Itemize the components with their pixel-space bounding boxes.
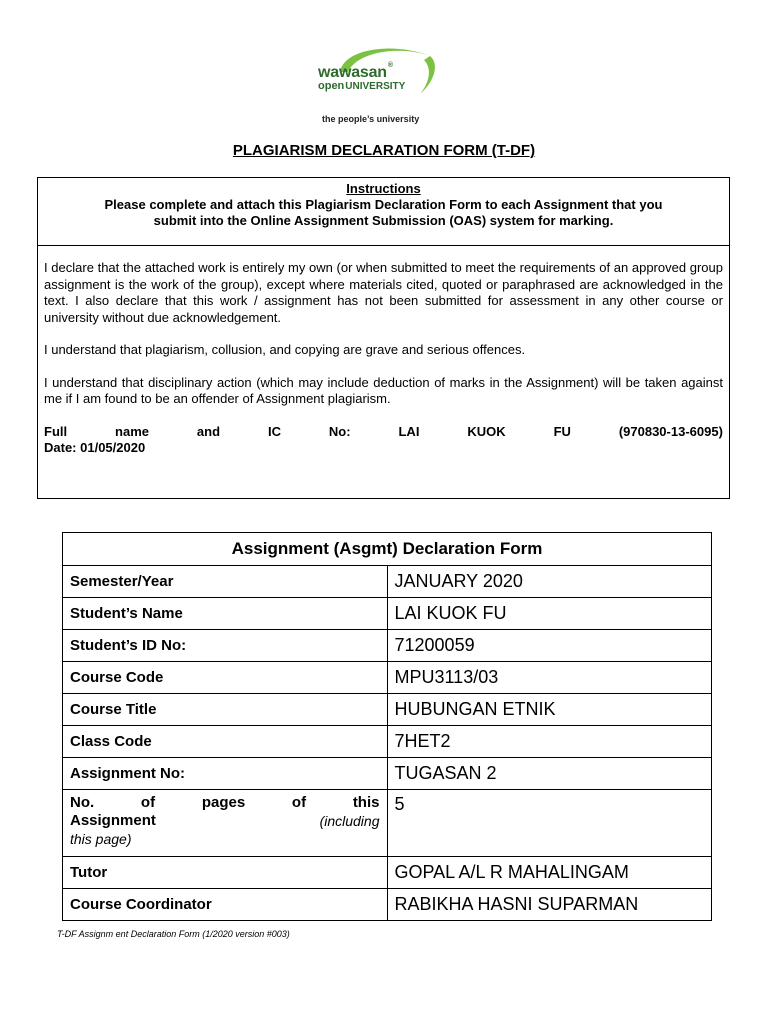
logo-open-university: openUNIVERSITY: [318, 80, 406, 92]
table-row: [63, 662, 712, 694]
fullname-word: Full: [44, 423, 68, 439]
table-row: [63, 758, 712, 790]
pages-label-word: pages: [201, 794, 246, 811]
instructions-line-2: submit into the Online Assignment Submission (OAS) system for marking.: [153, 213, 614, 228]
table-row: [63, 566, 712, 598]
tutor-label: Tutor: [63, 857, 388, 889]
declaration-paragraph-2: I understand that plagiarism, collusion, and copying are grave and serious offences.: [44, 342, 526, 357]
form-title: PLAGIARISM DECLARATION FORM (T-DF): [232, 142, 536, 159]
course-title-label: Course Title: [63, 694, 388, 726]
declaration-date: Date: 01/05/2020: [44, 440, 146, 455]
fullname-word: (970830-13-6095): [618, 423, 723, 439]
fullname-word: KUOK: [467, 423, 506, 439]
full-name-ic-line: [44, 424, 723, 441]
declaration-paragraph-1: I declare that the attached work is entirely my own (or when submitted to meet the requirements of an approved group assignment is the work of the group), except where materials cited, quoted or paraphrased are acknowledged in the text. I also declare that this work / assignment has not been submitted for assessment in any other course or university without due acknowledgement.: [44, 260, 723, 325]
student-id-label: Student’s ID No:: [63, 630, 388, 662]
pages-label-word: of: [140, 794, 156, 811]
pages-label: [63, 790, 388, 857]
assignment-no-label: Assignment No:: [63, 758, 388, 790]
course-code-label: Course Code: [63, 662, 388, 694]
university-logo: [312, 42, 452, 130]
student-name-label: Student’s Name: [63, 598, 388, 630]
fullname-word: IC: [267, 423, 281, 439]
instructions-heading: Instructions: [346, 181, 421, 196]
semester-label: Semester/Year: [63, 566, 388, 598]
declaration-paragraph-3: I understand that disciplinary action (which may include deduction of marks in the Assignment) will be taken against me if I am found to be an offender of Assignment plagiarism.: [44, 374, 723, 406]
pages-value: 5: [387, 790, 712, 857]
instructions-header: [38, 178, 729, 246]
table-row: [63, 857, 712, 889]
assignment-declaration-table: [62, 532, 712, 921]
pages-label-including: (including: [319, 813, 380, 829]
assignment-no-value: TUGASAN 2: [387, 758, 712, 790]
instructions-box: [37, 177, 730, 499]
class-code-label: Class Code: [63, 726, 388, 758]
logo-name: wawasan®: [318, 62, 393, 81]
class-code-value: 7HET2: [387, 726, 712, 758]
pages-label-this-page: this page): [70, 831, 132, 847]
student-name-value: LAI KUOK FU: [387, 598, 712, 630]
pages-label-assignment: Assignment: [70, 812, 156, 829]
table-row: [63, 694, 712, 726]
declaration-text: [38, 246, 729, 457]
semester-value: JANUARY 2020: [387, 566, 712, 598]
form-footer: T-DF Assignm ent Declaration Form (1/2020 version #003): [57, 929, 290, 939]
pages-label-word: this: [352, 794, 380, 811]
student-id-value: 71200059: [387, 630, 712, 662]
assignment-form-heading: Assignment (Asgmt) Declaration Form: [63, 533, 712, 566]
fullname-word: LAI: [398, 423, 420, 439]
course-code-value: MPU3113/03: [387, 662, 712, 694]
table-row: [63, 889, 712, 921]
fullname-word: FU: [553, 423, 571, 439]
coordinator-label: Course Coordinator: [63, 889, 388, 921]
course-title-value: HUBUNGAN ETNIK: [387, 694, 712, 726]
table-row: [63, 790, 712, 857]
fullname-word: name: [115, 423, 149, 439]
table-row: [63, 598, 712, 630]
table-row: [63, 630, 712, 662]
fullname-word: No:: [328, 423, 351, 439]
pages-label-word: No.: [70, 794, 95, 811]
pages-label-word: of: [291, 794, 307, 811]
instructions-line-1: Please complete and attach this Plagiarism Declaration Form to each Assignment that you: [104, 197, 663, 212]
tutor-value: GOPAL A/L R MAHALINGAM: [387, 857, 712, 889]
table-row: [63, 726, 712, 758]
fullname-word: and: [196, 423, 221, 439]
logo-tagline: the people’s university: [322, 114, 420, 124]
coordinator-value: RABIKHA HASNI SUPARMAN: [387, 889, 712, 921]
